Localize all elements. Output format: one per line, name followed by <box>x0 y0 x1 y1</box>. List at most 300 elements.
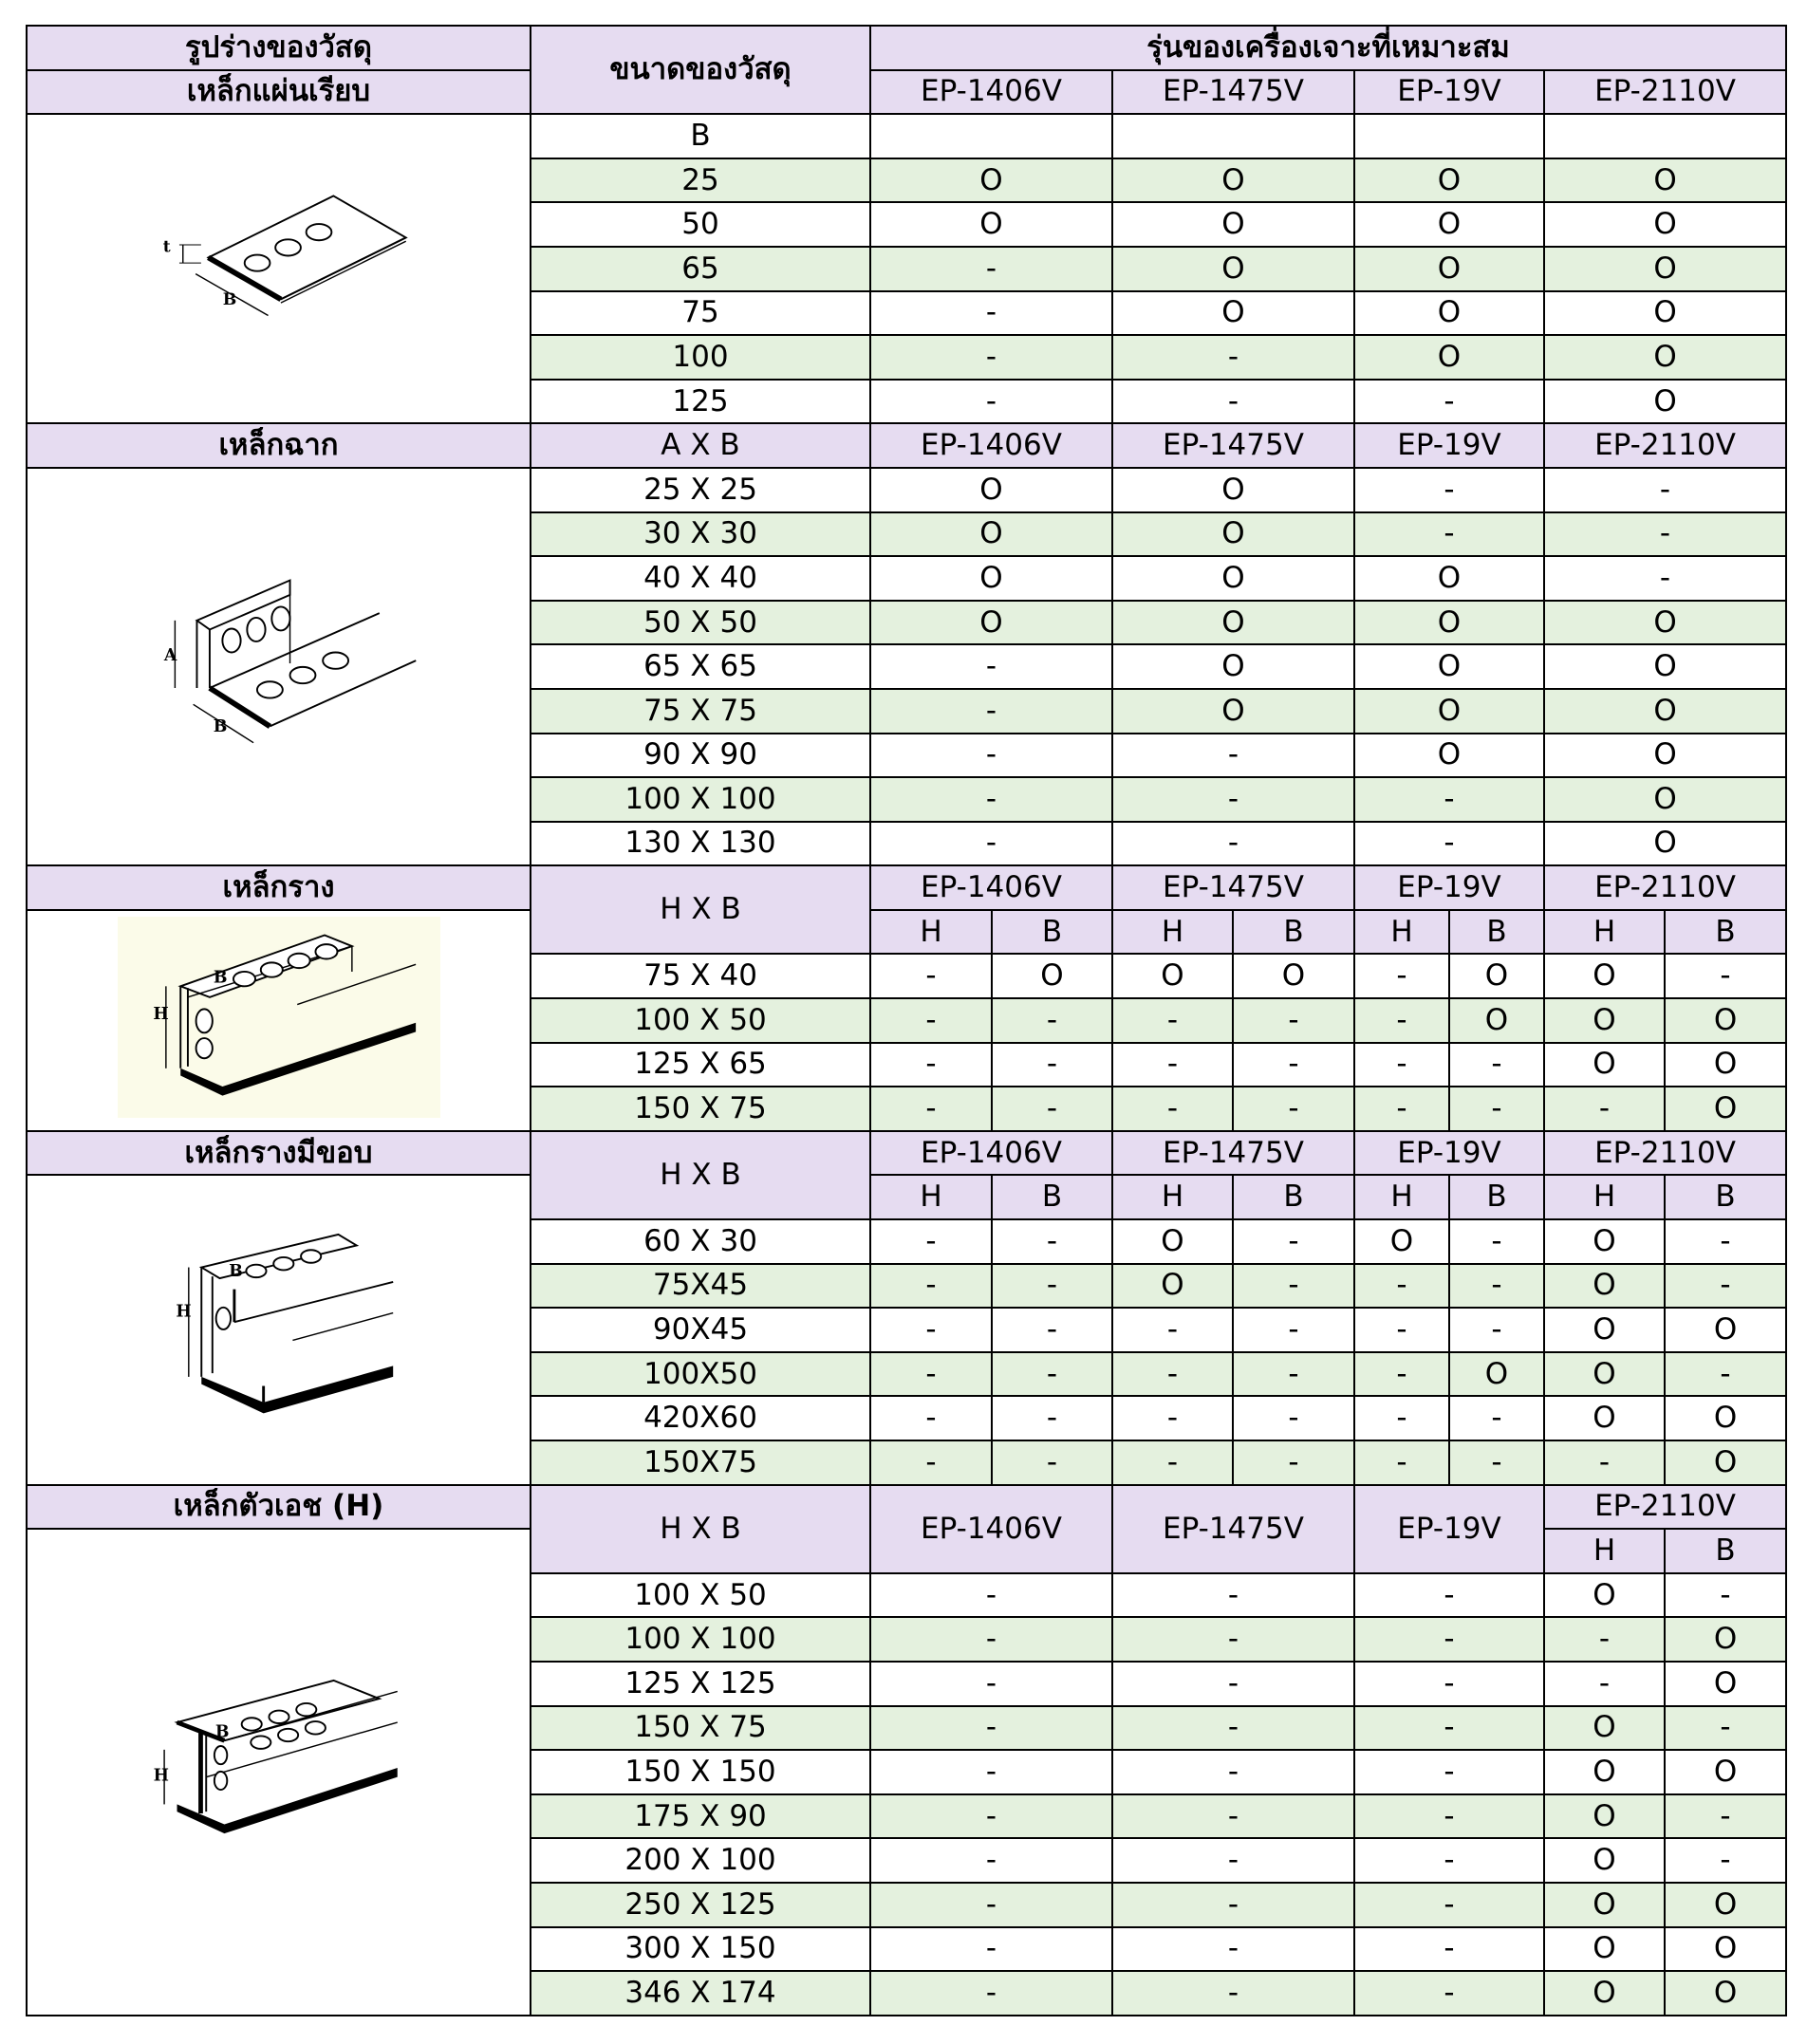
compat-cell: - <box>1544 1440 1665 1485</box>
compat-cell: - <box>1112 1352 1233 1397</box>
compat-cell: - <box>870 1838 1112 1883</box>
compat-cell: O <box>1544 1219 1665 1264</box>
sub-header-b: B <box>1233 910 1354 955</box>
angle-bar-drawing-frame <box>118 562 440 767</box>
compat-cell: - <box>1449 1396 1544 1440</box>
compat-cell: - <box>1354 954 1449 998</box>
sub-header-h: H <box>870 1175 992 1219</box>
section-name-lip_channel: เหล็กรางมีขอบ <box>27 1131 531 1176</box>
compat-cell: - <box>992 1087 1112 1131</box>
size-cell: 75 X 75 <box>531 689 870 734</box>
sub-header-b: B <box>1233 1175 1354 1219</box>
model-header-ep-2110v: EP-2110V <box>1544 70 1786 115</box>
compat-cell: O <box>1112 158 1354 203</box>
compat-cell: - <box>1354 1396 1449 1440</box>
compat-cell: - <box>1354 1794 1544 1839</box>
compat-cell: O <box>1544 601 1786 645</box>
compat-cell: - <box>1354 1883 1544 1927</box>
compat-cell: O <box>1354 335 1544 380</box>
compat-cell: O <box>1544 1308 1665 1352</box>
size-cell: 30 X 30 <box>531 512 870 557</box>
compat-cell: - <box>1544 1617 1665 1662</box>
size-cell: 300 X 150 <box>531 1927 870 1972</box>
compat-cell: - <box>1112 822 1354 866</box>
size-cell: 346 X 174 <box>531 1971 870 2016</box>
compat-cell: - <box>992 1308 1112 1352</box>
model-header-ep-2110v: EP-2110V <box>1544 423 1786 468</box>
dimension-label: B <box>222 290 236 310</box>
compat-cell: - <box>870 822 1112 866</box>
size-cell: 100X50 <box>531 1352 870 1397</box>
compat-cell: - <box>1354 1043 1449 1087</box>
section-name-channel: เหล็กราง <box>27 865 531 910</box>
compat-cell: - <box>870 954 992 998</box>
compat-cell: - <box>1233 1352 1354 1397</box>
compat-cell: - <box>1449 1308 1544 1352</box>
compat-cell: O <box>1354 556 1544 601</box>
diagram-cell-h-beam <box>27 1529 531 2016</box>
compat-cell: - <box>870 1927 1112 1972</box>
compat-cell: - <box>870 1352 992 1397</box>
compat-cell: - <box>1354 1838 1544 1883</box>
dimension-label: H <box>153 1766 169 1786</box>
compat-cell: - <box>1665 1794 1786 1839</box>
compat-cell: - <box>992 1396 1112 1440</box>
dimension-label: H <box>152 1005 169 1025</box>
compat-cell: O <box>1665 1396 1786 1440</box>
sub-header-h: H <box>1544 910 1665 955</box>
compat-cell: - <box>1112 1706 1354 1751</box>
compat-cell: O <box>870 468 1112 512</box>
compat-cell: O <box>1665 1043 1786 1087</box>
sub-header-h: H <box>1112 910 1233 955</box>
compat-cell: O <box>1112 291 1354 336</box>
dimension-label: H <box>175 1301 192 1321</box>
compat-cell: - <box>870 777 1112 822</box>
compat-cell: - <box>870 380 1112 424</box>
sub-header-h: H <box>1544 1175 1665 1219</box>
size-cell: 50 X 50 <box>531 601 870 645</box>
sub-header-b: B <box>1449 1175 1544 1219</box>
compat-cell: - <box>1354 1573 1544 1618</box>
size-cell: 200 X 100 <box>531 1838 870 1883</box>
compat-cell: - <box>1354 998 1449 1043</box>
size-cell: 25 X 25 <box>531 468 870 512</box>
compat-cell: - <box>870 1617 1112 1662</box>
model-header-ep-1475v: EP-1475V <box>1112 1131 1354 1176</box>
compat-cell: - <box>1544 468 1786 512</box>
size-cell: 420X60 <box>531 1396 870 1440</box>
compat-cell: O <box>1544 1838 1665 1883</box>
compat-cell: - <box>1544 556 1786 601</box>
sub-header-b: B <box>1665 1175 1786 1219</box>
compat-cell: - <box>870 291 1112 336</box>
channel-drawing-icon <box>127 924 431 1110</box>
size-cell: 90X45 <box>531 1308 870 1352</box>
compat-cell: O <box>1544 1573 1665 1618</box>
compat-cell: O <box>1112 202 1354 247</box>
compat-cell: - <box>870 1396 992 1440</box>
compat-cell: - <box>1354 1308 1449 1352</box>
compat-cell: O <box>1544 291 1786 336</box>
model-header-ep-2110v: EP-2110V <box>1544 865 1786 910</box>
size-cell: 60 X 30 <box>531 1219 870 1264</box>
size-cell: 100 X 50 <box>531 1573 870 1618</box>
compat-cell: - <box>1354 1971 1544 2016</box>
model-header-ep-1475v: EP-1475V <box>1112 1485 1354 1573</box>
sub-header-b: B <box>1449 910 1544 955</box>
compat-cell: - <box>870 247 1112 291</box>
diagram-cell-angle <box>27 468 531 865</box>
size-cell: 125 X 125 <box>531 1662 870 1706</box>
size-cell: 150 X 75 <box>531 1087 870 1131</box>
compat-cell: O <box>1544 335 1786 380</box>
compat-cell: - <box>992 1219 1112 1264</box>
empty-cell <box>870 114 1112 158</box>
flat-bar-drawing-icon <box>137 185 421 346</box>
compat-cell: - <box>1354 1750 1544 1794</box>
section-name-flat: เหล็กแผ่นเรียบ <box>27 70 531 115</box>
compat-cell: O <box>1544 1883 1665 1927</box>
empty-cell <box>1354 114 1544 158</box>
compat-cell: - <box>870 1883 1112 1927</box>
size-cell: 175 X 90 <box>531 1794 870 1839</box>
model-header-ep-2110v: EP-2110V <box>1544 1131 1786 1176</box>
compat-cell: O <box>1112 689 1354 734</box>
compat-cell: - <box>1233 1396 1354 1440</box>
sub-header-h: H <box>1354 910 1449 955</box>
compat-cell: O <box>1354 1219 1449 1264</box>
compat-cell: - <box>870 644 1112 689</box>
compat-cell: O <box>1449 998 1544 1043</box>
compat-cell: O <box>1665 1308 1786 1352</box>
diagram-cell-flat <box>27 114 531 423</box>
compatibility-table <box>26 25 1787 2016</box>
compat-cell: O <box>870 202 1112 247</box>
compat-cell: - <box>1665 1219 1786 1264</box>
compat-cell: O <box>1112 468 1354 512</box>
model-header-ep-19v: EP-19V <box>1354 865 1544 910</box>
compat-cell: O <box>870 601 1112 645</box>
compat-cell: O <box>1665 1971 1786 2016</box>
compat-cell: - <box>1112 998 1233 1043</box>
size-cell: 50 <box>531 202 870 247</box>
compat-cell: - <box>870 1706 1112 1751</box>
compat-cell: - <box>1354 1352 1449 1397</box>
compat-cell: - <box>1112 1883 1354 1927</box>
compat-cell: O <box>1112 644 1354 689</box>
compat-cell: - <box>1112 1087 1233 1131</box>
dimension-label: B <box>214 1722 229 1742</box>
compat-cell: O <box>1544 734 1786 778</box>
model-header-ep-19v: EP-19V <box>1354 1131 1544 1176</box>
size-cell: 100 X 100 <box>531 1617 870 1662</box>
size-cell: 100 X 50 <box>531 998 870 1043</box>
compat-cell: O <box>1544 954 1665 998</box>
compat-cell: - <box>992 1440 1112 1485</box>
compat-cell: O <box>1665 1617 1786 1662</box>
compat-cell: O <box>1112 556 1354 601</box>
compat-cell: - <box>1665 1352 1786 1397</box>
compat-cell: - <box>1544 512 1786 557</box>
compat-cell: - <box>870 1043 992 1087</box>
compat-cell: - <box>1354 1264 1449 1309</box>
model-header-ep-19v: EP-19V <box>1354 423 1544 468</box>
compat-cell: - <box>1354 1087 1449 1131</box>
compat-cell: - <box>1354 1927 1544 1972</box>
sub-header-b: B <box>1665 910 1786 955</box>
lip-channel-drawing-icon <box>151 1233 407 1422</box>
size-cell: 150X75 <box>531 1440 870 1485</box>
compat-cell: O <box>1354 601 1544 645</box>
compat-cell: - <box>1112 1573 1354 1618</box>
compat-cell: - <box>1354 1706 1544 1751</box>
dim-label-flat: B <box>531 114 870 158</box>
compat-cell: - <box>1449 1264 1544 1309</box>
compat-cell: - <box>1112 1971 1354 2016</box>
compat-cell: O <box>1544 644 1786 689</box>
compat-cell: O <box>1665 1662 1786 1706</box>
compat-cell: O <box>1354 734 1544 778</box>
model-header-ep-1406v: EP-1406V <box>870 865 1112 910</box>
model-header-ep-1475v: EP-1475V <box>1112 70 1354 115</box>
compat-cell: - <box>1112 734 1354 778</box>
size-cell: 75 X 40 <box>531 954 870 998</box>
compat-cell: - <box>870 335 1112 380</box>
model-header-ep-1475v: EP-1475V <box>1112 865 1354 910</box>
channel-drawing-frame <box>118 917 440 1118</box>
size-cell: 75 <box>531 291 870 336</box>
compat-cell: - <box>1354 822 1544 866</box>
sub-header-b: B <box>992 910 1112 955</box>
compat-cell: O <box>1544 1043 1665 1087</box>
compat-cell: O <box>1354 202 1544 247</box>
size-cell: 65 X 65 <box>531 644 870 689</box>
empty-cell <box>1112 114 1354 158</box>
compat-cell: - <box>870 1219 992 1264</box>
dim-label-channel: H X B <box>531 865 870 954</box>
compat-cell: - <box>1112 1043 1233 1087</box>
compat-cell: O <box>1544 777 1786 822</box>
compat-cell: - <box>1112 1927 1354 1972</box>
compat-cell: - <box>1233 1264 1354 1309</box>
compat-cell: - <box>1665 954 1786 998</box>
section-name-h-beam: เหล็กตัวเอช (H) <box>27 1485 531 1530</box>
compat-cell: O <box>1354 689 1544 734</box>
compat-cell: O <box>1544 202 1786 247</box>
compat-cell: - <box>870 1750 1112 1794</box>
compat-cell: O <box>1233 954 1354 998</box>
compat-cell: - <box>1354 1440 1449 1485</box>
size-header: ขนาดของวัสดุ <box>531 26 870 114</box>
compat-cell: - <box>1112 1617 1354 1662</box>
size-cell: 25 <box>531 158 870 203</box>
size-cell: 130 X 130 <box>531 822 870 866</box>
compat-cell: - <box>1112 335 1354 380</box>
compat-cell: O <box>1544 689 1786 734</box>
compat-cell: O <box>1544 158 1786 203</box>
compat-cell: - <box>1449 1219 1544 1264</box>
dim-label-lip_channel: H X B <box>531 1131 870 1219</box>
compat-cell: O <box>1544 1927 1665 1972</box>
sub-header-h: H <box>1354 1175 1449 1219</box>
compat-cell: - <box>1233 998 1354 1043</box>
sub-header-b: B <box>992 1175 1112 1219</box>
compat-cell: - <box>1112 1838 1354 1883</box>
size-cell: 125 X 65 <box>531 1043 870 1087</box>
sub-header-h: H <box>1544 1529 1665 1573</box>
dimension-label: B <box>213 968 227 988</box>
model-header-ep-1475v: EP-1475V <box>1112 423 1354 468</box>
compat-cell: - <box>1233 1043 1354 1087</box>
model-header-ep-1406v: EP-1406V <box>870 70 1112 115</box>
size-cell: 100 X 100 <box>531 777 870 822</box>
compat-cell: O <box>1112 1219 1233 1264</box>
compat-cell: - <box>1449 1043 1544 1087</box>
compat-cell: O <box>1354 158 1544 203</box>
compat-cell: O <box>870 158 1112 203</box>
model-header-ep-2110v: EP-2110V <box>1544 1485 1786 1530</box>
compat-cell: - <box>1665 1838 1786 1883</box>
dim-label-h-beam: H X B <box>531 1485 870 1573</box>
compat-cell: O <box>1665 1440 1786 1485</box>
model-header-ep-1406v: EP-1406V <box>870 1131 1112 1176</box>
dim-label-angle: A X B <box>531 423 870 468</box>
dimension-label: B <box>228 1261 243 1281</box>
dimension-label: B <box>213 716 227 736</box>
compat-cell: O <box>992 954 1112 998</box>
compat-cell: - <box>1112 1750 1354 1794</box>
compat-cell: - <box>1354 1617 1544 1662</box>
compat-cell: O <box>1665 998 1786 1043</box>
compat-cell: - <box>1112 1308 1233 1352</box>
compat-cell: - <box>870 1794 1112 1839</box>
compat-cell: - <box>870 1971 1112 2016</box>
compat-cell: O <box>1112 1264 1233 1309</box>
compat-cell: - <box>1354 380 1544 424</box>
compat-cell: O <box>1544 822 1786 866</box>
model-header-ep-19v: EP-19V <box>1354 1485 1544 1573</box>
compat-cell: - <box>1233 1219 1354 1264</box>
compat-cell: - <box>1665 1706 1786 1751</box>
compat-cell: O <box>1354 291 1544 336</box>
compat-cell: - <box>1112 1440 1233 1485</box>
flat-bar-drawing-frame <box>127 177 431 354</box>
model-header-ep-1406v: EP-1406V <box>870 1485 1112 1573</box>
model-header-ep-19v: EP-19V <box>1354 70 1544 115</box>
compat-cell: O <box>1544 1750 1665 1794</box>
compat-cell: - <box>870 1087 992 1131</box>
empty-cell <box>1544 114 1786 158</box>
compat-cell: - <box>1665 1573 1786 1618</box>
compat-cell: O <box>1544 1706 1665 1751</box>
compat-cell: - <box>1449 1440 1544 1485</box>
compat-cell: O <box>1112 601 1354 645</box>
compat-cell: - <box>1112 777 1354 822</box>
compat-cell: - <box>1233 1087 1354 1131</box>
sub-header-h: H <box>870 910 992 955</box>
compat-cell: O <box>1112 512 1354 557</box>
dimension-label: A <box>163 645 177 665</box>
size-cell: 125 <box>531 380 870 424</box>
size-cell: 250 X 125 <box>531 1883 870 1927</box>
compat-cell: - <box>1354 512 1544 557</box>
diagram-cell-lip_channel <box>27 1175 531 1484</box>
compat-cell: O <box>1544 380 1786 424</box>
section-name-angle: เหล็กฉาก <box>27 423 531 468</box>
compat-cell: - <box>992 1043 1112 1087</box>
compat-cell: O <box>1544 1396 1665 1440</box>
compat-cell: - <box>1354 1662 1544 1706</box>
compat-cell: - <box>1112 1662 1354 1706</box>
shape-header: รูปร่างของวัสดุ <box>27 26 531 70</box>
size-cell: 40 X 40 <box>531 556 870 601</box>
compat-cell: - <box>870 1440 992 1485</box>
sub-header-h: H <box>1112 1175 1233 1219</box>
compat-cell: - <box>1544 1087 1665 1131</box>
h-beam-drawing-icon <box>146 1679 412 1859</box>
models-header: รุ่นของเครื่องเจาะที่เหมาะสม <box>870 26 1786 70</box>
sub-header-b: B <box>1665 1529 1786 1573</box>
compat-cell: - <box>870 734 1112 778</box>
compat-cell: - <box>870 1308 992 1352</box>
compat-cell: O <box>1354 644 1544 689</box>
compat-cell: O <box>1544 1264 1665 1309</box>
compat-cell: O <box>1665 1750 1786 1794</box>
compat-cell: O <box>1112 954 1233 998</box>
lip-channel-drawing-frame <box>141 1225 417 1430</box>
size-cell: 75X45 <box>531 1264 870 1309</box>
compat-cell: - <box>1233 1308 1354 1352</box>
compat-cell: - <box>992 1352 1112 1397</box>
compat-cell: O <box>1665 1927 1786 1972</box>
compat-cell: - <box>1544 1662 1665 1706</box>
compat-cell: O <box>1449 1352 1544 1397</box>
compat-cell: O <box>1544 247 1786 291</box>
compat-cell: O <box>1544 998 1665 1043</box>
compat-cell: O <box>1544 1794 1665 1839</box>
compat-cell: - <box>1233 1440 1354 1485</box>
compat-cell: - <box>1112 380 1354 424</box>
compat-cell: - <box>870 1662 1112 1706</box>
size-cell: 90 X 90 <box>531 734 870 778</box>
compat-cell: - <box>1354 777 1544 822</box>
size-cell: 150 X 150 <box>531 1750 870 1794</box>
diagram-cell-channel <box>27 910 531 1131</box>
size-cell: 65 <box>531 247 870 291</box>
compat-cell: - <box>1112 1396 1233 1440</box>
compat-cell: - <box>992 1264 1112 1309</box>
compat-cell: - <box>870 998 992 1043</box>
compat-cell: - <box>870 1264 992 1309</box>
h-beam-drawing-frame <box>137 1671 421 1867</box>
size-cell: 150 X 75 <box>531 1706 870 1751</box>
compat-cell: O <box>1544 1971 1665 2016</box>
compat-cell: - <box>1449 1087 1544 1131</box>
compat-cell: - <box>1354 468 1544 512</box>
compat-cell: O <box>1449 954 1544 998</box>
compat-cell: - <box>870 1573 1112 1618</box>
model-header-ep-1406v: EP-1406V <box>870 423 1112 468</box>
compat-cell: O <box>1544 1352 1665 1397</box>
compat-cell: - <box>1665 1264 1786 1309</box>
compat-cell: - <box>870 689 1112 734</box>
compat-cell: O <box>1112 247 1354 291</box>
compat-cell: O <box>1665 1883 1786 1927</box>
compat-cell: - <box>992 998 1112 1043</box>
compat-cell: O <box>870 556 1112 601</box>
compat-cell: O <box>1665 1087 1786 1131</box>
